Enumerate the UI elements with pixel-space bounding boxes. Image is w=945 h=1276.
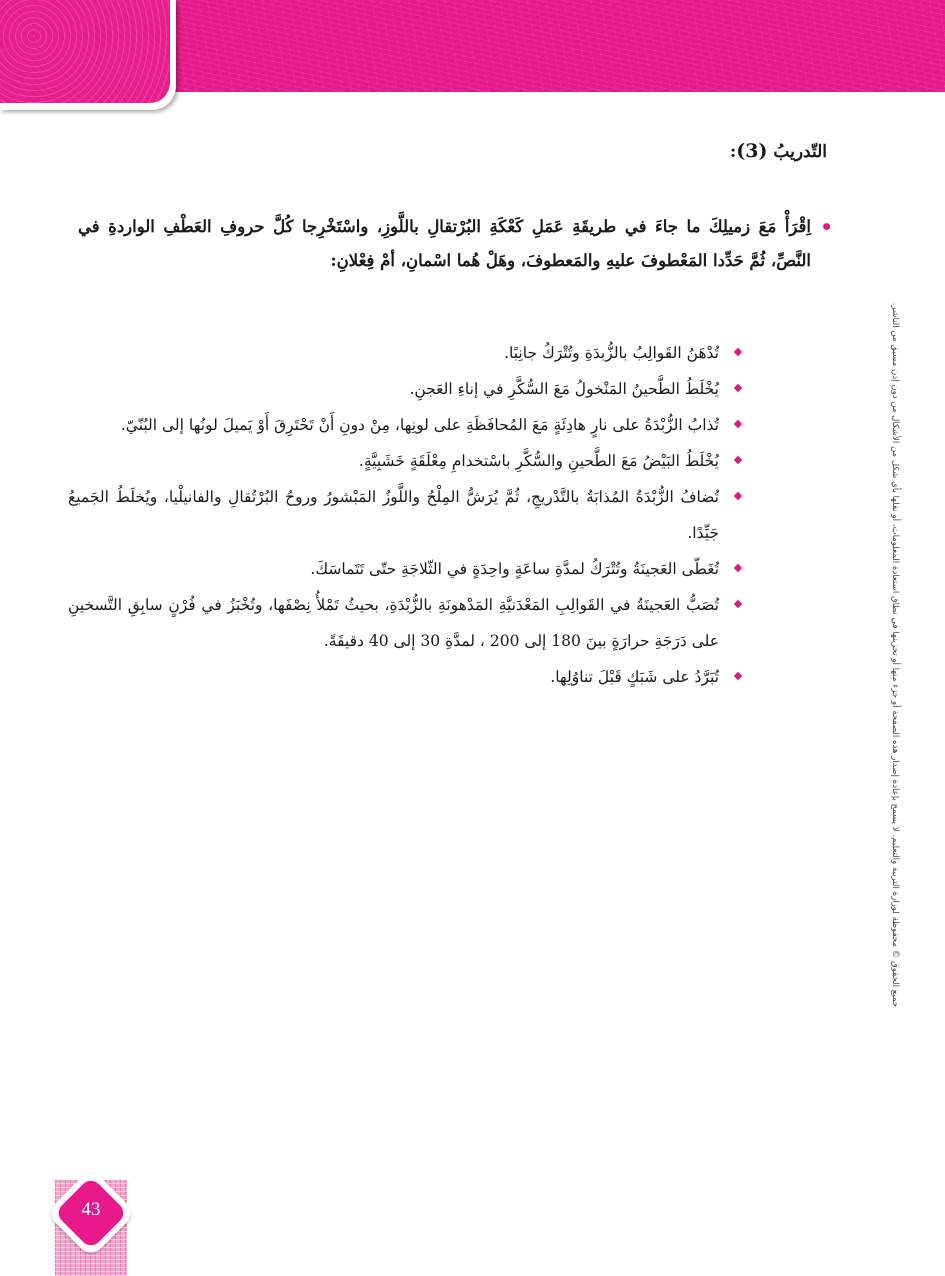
instruction-text: اِقْرَأْ مَعَ زميلِكَ ما جاءَ في طريقَةِ عَمَلِ كَعْكَةِ البُرْتقالِ باللَّوزِ، واسْتَخْرِجا كُلَّ حروفِ العَطْفِ الواردةِ في النَّصِّ، ثُمَّ حَدِّدا المَعْطوفَ عليهِ والمَعطوفَ، وهَلْ هُما اسْمانِ، أمْ فِعْلانِ:: [78, 217, 811, 270]
diamond-bullet-icon: [734, 672, 742, 680]
step-text: يُخْلَطُ الطَّحينُ المَنْخولُ مَعَ السُّكَّرِ في إناءِ العَجنِ.: [409, 380, 719, 398]
exercise-label: التّدريبُ: [773, 142, 827, 162]
recipe-step: [68, 551, 745, 587]
recipe-step: [68, 407, 745, 443]
diamond-bullet-icon: [734, 492, 742, 500]
exercise-number: (3): [736, 140, 768, 162]
instruction-bullet: •: [820, 215, 833, 239]
recipe-step: [68, 479, 745, 551]
step-text: تُصَبُّ العَجينَةُ في القَوالِبِ المَعْدَنيَّةِ المَدْهونَةِ بالزُّبْدَةِ، بحيثُ تَمْلأُ نِصْفَها، وتُخْبَزُ في فُرْنٍ سابِقِ التَّسخينِ على دَرَجَةِ حرارَةٍ بينَ 180 إلى 200 ، لمدَّةِ 30 إلى 40 دقيقَةً.: [68, 596, 719, 650]
recipe-steps-list: [68, 335, 745, 695]
exercise-instruction: [78, 210, 833, 278]
copyright-side-note: [885, 300, 905, 1010]
step-text: يُخْلَطُ البَيْضُ مَعَ الطَّحينِ والسُّكَّرِ باسْتخدامِ مِعْلَقَةٍ خَشَبِيَّةٍ.: [358, 452, 719, 470]
recipe-step: [68, 371, 745, 407]
exercise-title: [730, 140, 827, 162]
diamond-bullet-icon: [734, 600, 742, 608]
step-text: تُدْهَنُ القَوالِبُ بالزُّبدَةِ وتُتْرَكُ جانِبًا.: [504, 344, 719, 362]
exercise-colon: :: [729, 142, 737, 162]
recipe-step: [68, 659, 745, 695]
step-text: تُبَرَّدُ على شَبَكٍ قَبْلَ تناوُلِها.: [550, 668, 719, 686]
step-text: تُغَطّى العَجينَةُ وتُتْرَكُ لمدَّةِ ساعَةٍ واحِدَةٍ في الثّلاجَةِ حتّى تَتَماسَكَ.: [310, 560, 719, 578]
header-corner-tile: [0, 0, 176, 110]
recipe-step: [68, 335, 745, 371]
diamond-bullet-icon: [734, 564, 742, 572]
step-text: تُضافُ الزُّبْدَةُ المُذابَةُ بالتَّدْريجِ، ثُمَّ يُرَشُّ المِلْحُ واللَّوزُ المَبْشورُ وروحُ البُرْتُقالِ والفانيلْيا، ويُخلَطُ الجَميعُ جَيِّدًا.: [68, 488, 719, 542]
header-corner-pattern: [0, 0, 170, 103]
header-band: [150, 0, 945, 92]
diamond-bullet-icon: [734, 348, 742, 356]
page-number: 43: [81, 1199, 101, 1220]
recipe-step: [68, 443, 745, 479]
diamond-bullet-icon: [734, 384, 742, 392]
recipe-step: [68, 587, 745, 659]
diamond-bullet-icon: [734, 420, 742, 428]
step-text: تُذابُ الزُّبْدَةُ على نارٍ هادِئَةٍ مَعَ المُحافَظَةِ على لونِها، مِنْ دونِ أَنْ تَحْتَرِقَ أَوْ يَميلَ لونُها إلى البُنّيّ.: [120, 416, 719, 434]
copyright-text: جميع الحقوق © محفوظة لوزارة التربية والتعليم. لا يسمح بإعادة إصدار هذه الصفحة أو جزء منها أو تخزينها في نطاق استعادة المعلومات، أو نقلها بأي شكل من الأشكال من دون إذن مسبق من الناشر.: [890, 302, 900, 1008]
diamond-bullet-icon: [734, 456, 742, 464]
